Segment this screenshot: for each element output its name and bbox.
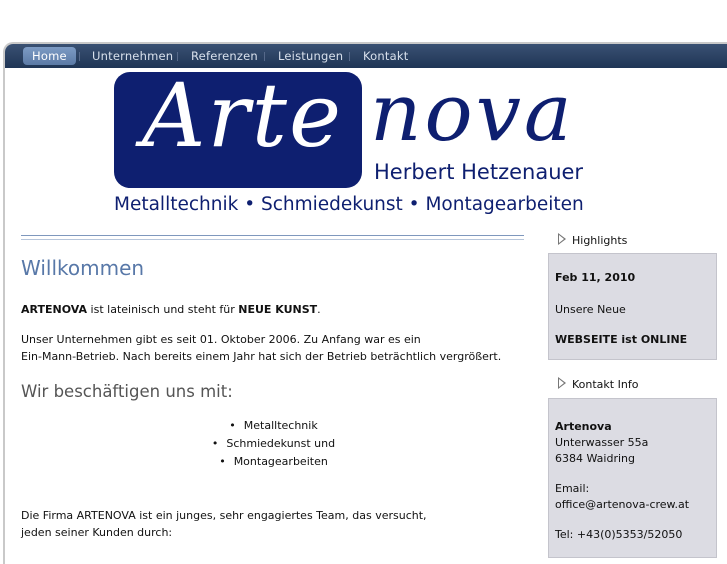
nav-item-leistungen[interactable]: Leistungen [278, 49, 344, 63]
contact-phone: Tel: +43(0)5353/52050 [555, 528, 683, 541]
main-content [21, 250, 526, 541]
highlight-line-2: WEBSEITE ist ONLINE [555, 333, 688, 346]
nav-separator [349, 52, 350, 61]
contact-city: 6384 Waidring [555, 452, 635, 465]
nav-item-unternehmen[interactable]: Unternehmen [92, 49, 174, 63]
contact-title: Kontakt Info [572, 378, 639, 391]
history-line-1: Unser Unternehmen gibt es seit 01. Oktober 2006. Zu Anfang war es ein [21, 333, 421, 346]
nav-item-home[interactable]: Home [23, 47, 76, 65]
highlight-date: Feb 11, 2010 [555, 271, 636, 284]
highlights-box [548, 253, 717, 360]
service-item: • Metalltechnik [21, 417, 526, 435]
main-navigation [5, 44, 727, 68]
contact-heading [558, 377, 638, 393]
triangle-right-icon [558, 377, 566, 389]
header-divider [21, 235, 524, 240]
logo-word-arte: Arte [142, 64, 344, 167]
logo-tagline: Metalltechnik • Schmiedekunst • Montagearbeiten [114, 194, 584, 215]
team-paragraph [21, 507, 526, 541]
nav-separator [264, 52, 265, 61]
artenova-logo[interactable] [112, 64, 616, 220]
nav-separator [79, 52, 80, 61]
highlights-heading [558, 233, 627, 249]
history-paragraph [21, 331, 526, 365]
triangle-right-icon [558, 233, 566, 245]
contact-street: Unterwasser 55a [555, 436, 649, 449]
team-line-2: jeden seiner Kunden durch: [21, 526, 173, 539]
services-list [21, 417, 526, 471]
intro-end: . [317, 303, 321, 316]
highlights-title: Highlights [572, 234, 628, 247]
services-heading: Wir beschäftigen uns mit: [21, 382, 233, 401]
logo-owner-name: Herbert Hetzenauer [374, 160, 584, 184]
service-item: • Montagearbeiten [21, 453, 526, 471]
history-line-2: Ein-Mann-Betrieb. Nach bereits einem Jahr hat sich der Betrieb beträchtlich vergrößert. [21, 350, 502, 363]
nav-separator [177, 52, 178, 61]
intro-text: ist lateinisch und steht für [87, 303, 239, 316]
intro-highlight: NEUE KUNST [238, 303, 318, 316]
service-item: • Schmiedekunst und [21, 435, 526, 453]
logo-word-nova: nova [370, 66, 575, 159]
contact-box [548, 398, 717, 558]
nav-item-kontakt[interactable]: Kontakt [363, 49, 409, 63]
nav-item-referenzen[interactable]: Referenzen [191, 49, 258, 63]
contact-email-link[interactable]: office@artenova-crew.at [555, 498, 690, 511]
team-line-1: Die Firma ARTENOVA ist ein junges, sehr engagiertes Team, das versucht, [21, 509, 427, 522]
intro-brand: ARTENOVA [21, 303, 88, 316]
intro-paragraph [21, 301, 526, 318]
contact-email-label: Email: [555, 482, 590, 495]
highlight-line-1: Unsere Neue [555, 303, 626, 316]
page-title: Willkommen [21, 256, 145, 280]
contact-company: Artenova [555, 420, 612, 433]
